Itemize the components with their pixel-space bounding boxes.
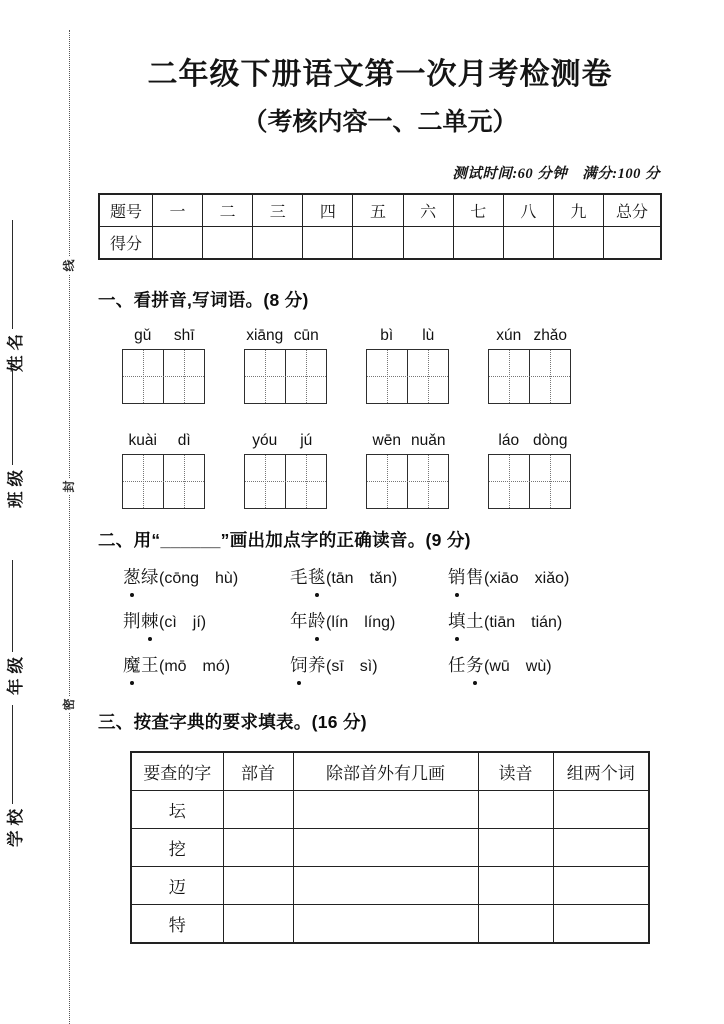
exam-content	[98, 0, 662, 944]
exam-title: 二年级下册语文第一次月考检测卷	[147, 58, 613, 91]
pinyin-word	[122, 327, 205, 404]
dict-header-cell: 组两个词	[553, 752, 649, 791]
dict-blank-cell[interactable]	[553, 790, 649, 828]
pinyin-writing-area	[98, 327, 662, 509]
sidebar-field-label: 年级	[6, 652, 25, 695]
sidebar-field-name	[2, 220, 26, 372]
pinyin-label	[488, 327, 571, 345]
pinyin-word	[122, 432, 205, 509]
grid-guide-line	[367, 376, 448, 377]
pinyin-label	[244, 327, 327, 345]
item-pinyin-options: (cì jí)	[159, 613, 207, 631]
score-row-label: 得分	[99, 226, 153, 259]
score-value-row	[99, 226, 661, 259]
item-char: 养	[308, 654, 326, 675]
item-char: 毛	[290, 566, 308, 587]
pronunciation-item	[290, 608, 448, 637]
exam-meta: 测试时间:60 分钟 满分:100 分	[452, 165, 660, 182]
dict-char-cell: 挖	[131, 828, 223, 866]
pinyin-syllable: nuǎn	[411, 431, 446, 449]
pronunciation-item	[123, 652, 290, 681]
pinyin-word	[244, 432, 327, 509]
dict-header-cell: 部首	[223, 752, 293, 791]
item-char-dotted: 毯	[308, 564, 326, 589]
item-char: 年	[290, 610, 308, 631]
item-word	[448, 611, 484, 631]
sidebar-field-blank[interactable]	[12, 560, 13, 652]
item-char-dotted: 棘	[141, 608, 159, 633]
pinyin-syllable: gǔ	[134, 326, 152, 344]
sidebar-field-blank[interactable]	[12, 220, 13, 329]
score-blank-cell[interactable]	[353, 226, 403, 259]
pronunciation-item	[448, 564, 662, 593]
score-header-cell: 八	[503, 194, 553, 227]
score-header-cell: 三	[253, 194, 303, 227]
score-blank-cell[interactable]	[453, 226, 503, 259]
grid-guide-line	[245, 376, 326, 377]
item-char-dotted: 葱	[123, 564, 141, 589]
item-pinyin-options: (tiān tián)	[484, 613, 563, 631]
pinyin-row	[122, 432, 662, 509]
dict-char-cell: 坛	[131, 790, 223, 828]
pinyin-word	[488, 327, 571, 404]
pinyin-word	[366, 327, 449, 404]
score-blank-cell[interactable]	[403, 226, 453, 259]
score-header-cell: 二	[203, 194, 253, 227]
score-header-cell: 九	[553, 194, 603, 227]
dict-row	[131, 828, 649, 866]
dict-blank-cell[interactable]	[478, 828, 553, 866]
pinyin-word	[244, 327, 327, 404]
item-char-dotted: 填	[448, 608, 466, 633]
item-char-dotted: 魔	[123, 652, 141, 677]
item-char: 任	[448, 654, 466, 675]
sidebar-field-label: 姓名	[6, 329, 25, 372]
dict-blank-cell[interactable]	[223, 904, 293, 943]
section-3-title: 三、按查字典的要求填表。(16 分)	[98, 711, 367, 732]
sidebar-field-blank[interactable]	[12, 705, 13, 804]
item-char: 土	[466, 610, 484, 631]
item-word	[448, 567, 484, 587]
item-word	[290, 611, 326, 631]
item-word	[123, 611, 159, 631]
dict-char-cell: 迈	[131, 866, 223, 904]
section-2-title: 二、用“______”画出加点字的正确读音。(9 分)	[98, 529, 471, 550]
pinyin-syllable: bì	[380, 326, 394, 344]
pinyin-syllable: láo	[498, 431, 520, 449]
item-pinyin-options: (mō mó)	[159, 657, 231, 675]
score-header-cell: 六	[403, 194, 453, 227]
pinyin-syllable: xiāng	[246, 326, 284, 344]
item-char-dotted: 饲	[290, 652, 308, 677]
dict-blank-cell[interactable]	[223, 828, 293, 866]
writing-grid-box[interactable]	[488, 454, 571, 509]
dict-blank-cell[interactable]	[293, 904, 478, 943]
writing-grid-box[interactable]	[122, 349, 205, 404]
pinyin-syllable: cūn	[293, 326, 319, 344]
exam-subtitle: （考核内容一、二单元）	[242, 108, 518, 136]
dict-blank-cell[interactable]	[553, 828, 649, 866]
item-char-dotted: 务	[466, 652, 484, 677]
item-word	[123, 567, 159, 587]
pinyin-label	[244, 432, 327, 450]
dict-blank-cell[interactable]	[553, 866, 649, 904]
writing-grid-box[interactable]	[244, 454, 327, 509]
grid-guide-line	[123, 481, 204, 482]
grid-guide-line	[489, 481, 570, 482]
dict-blank-cell[interactable]	[293, 790, 478, 828]
pronunciation-items	[123, 564, 662, 681]
item-char-dotted: 销	[448, 564, 466, 589]
grid-guide-line	[489, 376, 570, 377]
pronunciation-item	[290, 652, 448, 681]
dict-row	[131, 904, 649, 943]
pinyin-row	[122, 327, 662, 404]
dict-blank-cell[interactable]	[478, 904, 553, 943]
item-char: 售	[466, 566, 484, 587]
pinyin-label	[122, 432, 205, 450]
score-header-cell: 一	[153, 194, 203, 227]
score-header-cell: 七	[453, 194, 503, 227]
grid-guide-line	[367, 481, 448, 482]
item-word	[448, 655, 484, 675]
item-char: 绿	[141, 566, 159, 587]
dict-blank-cell[interactable]	[223, 866, 293, 904]
grid-guide-line	[245, 481, 326, 482]
sidebar-field-blank[interactable]	[12, 368, 13, 465]
dict-header-cell: 要查的字	[131, 752, 223, 791]
section-1-title: 一、看拼音,写词语。(8 分)	[98, 289, 309, 310]
writing-grid-box[interactable]	[122, 454, 205, 509]
dict-row	[131, 790, 649, 828]
score-header-cell: 五	[353, 194, 403, 227]
dict-header-row	[131, 752, 649, 791]
dict-blank-cell[interactable]	[293, 866, 478, 904]
pinyin-word	[488, 432, 571, 509]
item-word	[123, 655, 159, 675]
dict-blank-cell[interactable]	[478, 790, 553, 828]
pinyin-syllable: kuài	[128, 431, 157, 449]
pronunciation-item	[123, 608, 290, 637]
item-pinyin-options: (sī sì)	[326, 657, 378, 675]
dict-header-cell: 除部首外有几画	[293, 752, 478, 791]
pronunciation-item	[123, 564, 290, 593]
pinyin-label	[366, 327, 449, 345]
pinyin-label	[122, 327, 205, 345]
seal-line-char: 封	[61, 478, 78, 495]
dict-blank-cell[interactable]	[553, 904, 649, 943]
pinyin-syllable: jú	[300, 431, 313, 449]
item-word	[290, 567, 326, 587]
dict-blank-cell[interactable]	[478, 866, 553, 904]
pinyin-syllable: shī	[173, 326, 195, 344]
writing-grid-box[interactable]	[366, 454, 449, 509]
sidebar-field-label: 学校	[6, 804, 25, 847]
writing-grid-box[interactable]	[244, 349, 327, 404]
pinyin-syllable: dì	[177, 431, 191, 449]
item-word	[290, 655, 326, 675]
score-blank-cell[interactable]	[604, 226, 662, 259]
item-pinyin-options: (cōng hù)	[159, 569, 239, 587]
score-blank-cell[interactable]	[553, 226, 603, 259]
pronunciation-item	[448, 608, 662, 637]
sidebar-field-class	[2, 368, 26, 508]
writing-grid-box[interactable]	[366, 349, 449, 404]
sidebar-field-school	[2, 705, 26, 847]
score-table	[98, 193, 662, 260]
writing-grid-box[interactable]	[488, 349, 571, 404]
item-char: 王	[141, 654, 159, 675]
pronunciation-item	[290, 564, 448, 593]
grid-guide-line	[123, 376, 204, 377]
score-blank-cell[interactable]	[203, 226, 253, 259]
pinyin-word	[366, 432, 449, 509]
sidebar-field-label: 班级	[6, 465, 25, 508]
score-header-row	[99, 194, 661, 227]
pinyin-syllable: yóu	[252, 431, 278, 449]
item-pinyin-options: (lín líng)	[326, 613, 396, 631]
pinyin-label	[488, 432, 571, 450]
dictionary-table	[130, 751, 650, 944]
score-header-cell: 四	[303, 194, 353, 227]
item-pinyin-options: (wū wù)	[484, 657, 552, 675]
pinyin-syllable: zhǎo	[533, 326, 568, 344]
item-char-dotted: 龄	[308, 608, 326, 633]
item-pinyin-options: (tān tǎn)	[326, 569, 398, 587]
seal-line-char: 密	[61, 696, 78, 713]
dict-header-cell: 读音	[478, 752, 553, 791]
pinyin-label	[366, 432, 449, 450]
score-header-label: 题号	[99, 194, 153, 227]
seal-line-char: 线	[61, 257, 78, 274]
score-blank-cell[interactable]	[153, 226, 203, 259]
pronunciation-item	[448, 652, 662, 681]
dict-char-cell: 特	[131, 904, 223, 943]
score-blank-cell[interactable]	[503, 226, 553, 259]
pinyin-syllable: lù	[422, 326, 435, 344]
score-blank-cell[interactable]	[303, 226, 353, 259]
dict-blank-cell[interactable]	[293, 828, 478, 866]
sidebar-field-grade	[2, 560, 26, 695]
dict-blank-cell[interactable]	[223, 790, 293, 828]
seal-line	[69, 30, 70, 1024]
pinyin-syllable: wēn	[372, 431, 401, 449]
item-char: 荆	[123, 610, 141, 631]
item-pinyin-options: (xiāo xiǎo)	[484, 569, 570, 587]
score-blank-cell[interactable]	[253, 226, 303, 259]
pinyin-syllable: dòng	[533, 431, 568, 449]
pinyin-syllable: xún	[496, 326, 522, 344]
score-header-cell: 总分	[604, 194, 662, 227]
dict-row	[131, 866, 649, 904]
